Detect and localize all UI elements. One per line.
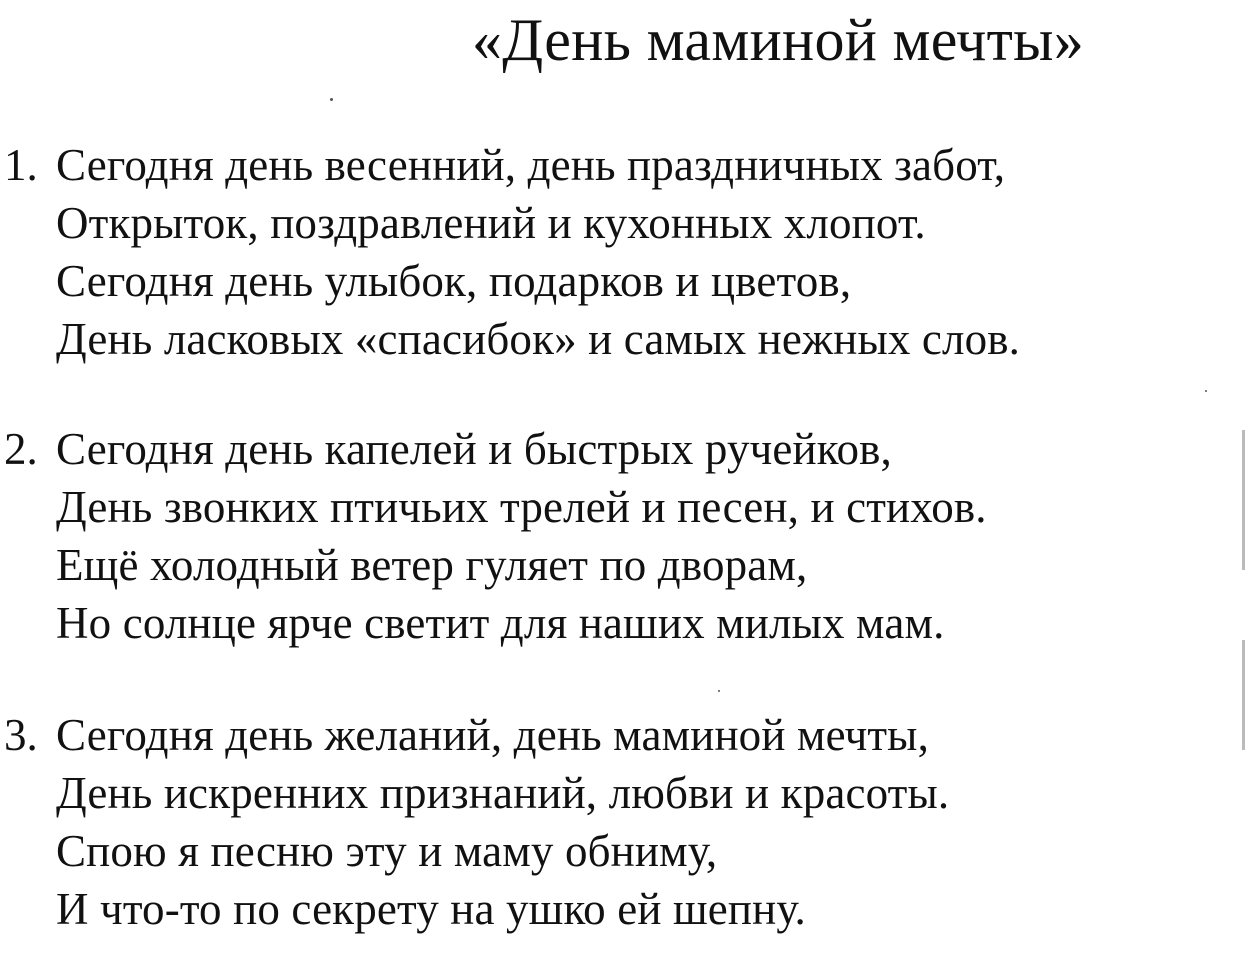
verse-line: Сегодня день весенний, день праздничных забот, — [56, 140, 1006, 190]
stanza-line — [0, 310, 1245, 368]
verse-line: Сегодня день улыбок, подарков и цветов, — [56, 256, 852, 306]
verse-line: День искренних признаний, любви и красоты. — [56, 768, 950, 818]
stanza-line — [0, 252, 1245, 310]
stanza-line — [0, 880, 1245, 938]
scan-speck — [1205, 390, 1207, 392]
stanza-2 — [0, 420, 1245, 652]
scan-speck — [718, 690, 720, 692]
verse-line: Спою я песню эту и маму обниму, — [56, 826, 718, 876]
stanza-number: 3. — [4, 710, 38, 760]
stanza-line — [0, 536, 1245, 594]
stanza-line — [0, 706, 1245, 764]
verse-line: День звонких птичьих трелей и песен, и стихов. — [56, 482, 987, 532]
verse-line: Открыток, поздравлений и кухонных хлопот. — [56, 198, 926, 248]
stanza-number: 2. — [4, 424, 38, 474]
stanza-line — [0, 594, 1245, 652]
stanza-line — [0, 822, 1245, 880]
stanza-line — [0, 420, 1245, 478]
stanza-line — [0, 764, 1245, 822]
scan-speck — [330, 98, 333, 101]
poem-title: «День маминой мечты» — [472, 7, 1085, 73]
stanza-3 — [0, 706, 1245, 938]
stanza-line — [0, 478, 1245, 536]
stanza-line — [0, 136, 1245, 194]
verse-line: Ещё холодный ветер гуляет по дворам, — [56, 540, 808, 590]
verse-line: И что-то по секрету на ушко ей шепну. — [56, 884, 806, 934]
stanza-1 — [0, 136, 1245, 368]
verse-line: Сегодня день капелей и быстрых ручейков, — [56, 424, 892, 474]
verse-line: Но солнце ярче светит для наших милых мам. — [56, 598, 945, 648]
verse-line: День ласковых «спасибок» и самых нежных слов. — [56, 314, 1021, 364]
stanza-number: 1. — [4, 140, 38, 190]
verse-line: Сегодня день желаний, день маминой мечты, — [56, 710, 929, 760]
stanza-line — [0, 194, 1245, 252]
